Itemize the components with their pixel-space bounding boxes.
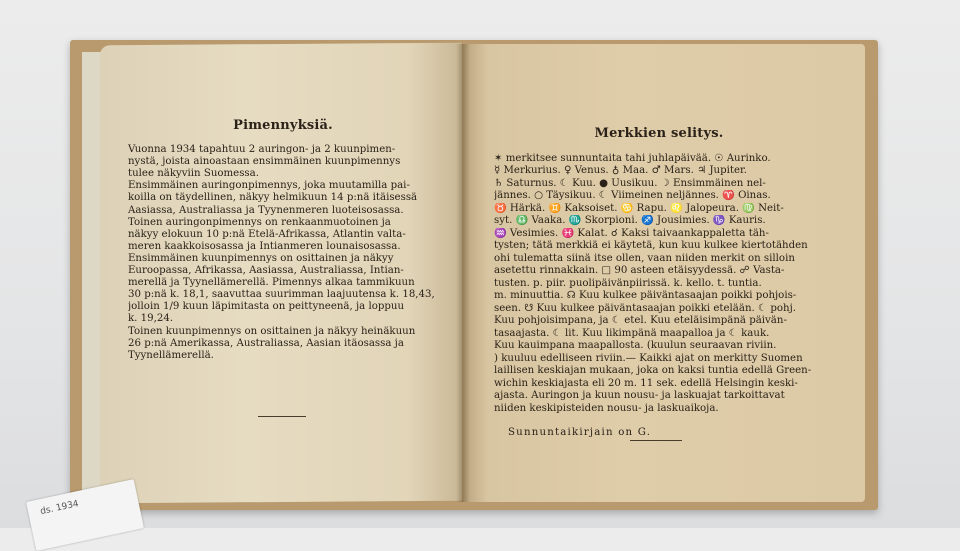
left-page-title: Pimennyksiä. <box>233 118 333 133</box>
sticky-note <box>26 479 144 551</box>
sunday-letter-note: Sunnuntaikirjain on G. <box>508 427 652 438</box>
text-line: Toinen kuunpimennys on osittainen ja näkyy heinäkuun <box>128 325 416 337</box>
text-line: jännes. ○ Täysikuu. ☾ Viimeinen neljännes. ♈ Oinas. <box>494 190 771 201</box>
text-line: 26 p:nä Amerikassa, Australiassa, Aasian itäosassa ja <box>128 337 404 349</box>
right-page-end-rule <box>630 440 682 441</box>
right-page-body <box>494 153 824 416</box>
text-line: Kuu kauimpana maapallosta. (kuulun seuraavan riviin. <box>494 340 777 351</box>
text-line: ajasta. Auringon ja kuun nousu- ja laskuajat tarkoittavat <box>494 390 785 401</box>
text-line: meren kaakkoisosassa ja Intianmeren lounaisosassa. <box>128 240 401 252</box>
text-line: 30 p:nä k. 18,1, saavuttaa suurimman laajuutensa k. 18,43, <box>128 289 435 301</box>
left-page-text <box>128 120 448 362</box>
text-line: ♄ Saturnus. ☾ Kuu. ● Uusikuu. ☽ Ensimmäinen nel- <box>494 177 766 189</box>
text-line: ☿ Merkurius. ♀ Venus. ♁ Maa. ♂ Mars. ♃ Jupiter. <box>494 165 748 176</box>
text-line: Euroopassa, Afrikassa, Aasiassa, Australiassa, Intian- <box>128 265 404 277</box>
text-line: laillisen keskiajan mukaan, joka on kaksi tuntia edellä Green- <box>494 365 812 376</box>
text-line: ✶ merkitsee sunnuntaita tahi juhlapäivää. ☉ Aurinko. <box>494 152 771 164</box>
text-line: ) kuuluu edelliseen riviin.— Kaikki ajat on merkitty Suomen <box>494 352 803 364</box>
text-line: ♒ Vesimies. ♓ Kalat. ☌ Kaksi taivaankappaletta täh- <box>494 227 769 239</box>
text-line: Toinen auringonpimennys on renkaanmuotoinen ja <box>128 216 391 228</box>
text-line: koilla on täydellinen, näkyy helmikuun 14 p:nä itäisessä <box>128 192 418 204</box>
text-line: ohi tulematta siinä itse ollen, vaan niiden merkit on silloin <box>494 252 795 264</box>
text-line: syt. ♎ Vaaka. ♏ Skorpioni. ♐ Jousimies. ♑ Kauris. <box>494 215 766 226</box>
text-line: jolloin 1/9 kuun läpimitasta on peittyneenä, ja loppuu <box>128 301 405 313</box>
text-line: Ensimmäinen kuunpimennys on osittainen ja näkyy <box>128 252 394 264</box>
right-page-title: Merkkien selitys. <box>594 126 724 141</box>
text-line: Aasiassa, Australiassa ja Tyynenmeren luoteisosassa. <box>128 204 404 216</box>
text-line: Ensimmäinen auringonpimennys, joka muutamilla pai- <box>128 180 410 192</box>
text-line: tusten. p. piir. puolipäivänpiirissä. k. kello. t. tuntia. <box>494 277 762 289</box>
text-line: näkyy elokuun 10 p:nä Etelä-Afrikassa, Atlantin valta- <box>128 228 406 240</box>
right-page-text <box>494 128 824 440</box>
left-page-end-rule <box>258 416 306 417</box>
text-line: tasaajasta. ☾ lit. Kuu likimpänä maapalloa ja ☾ kauk. <box>494 327 770 339</box>
book-gutter <box>456 44 470 502</box>
text-line: seen. ☋ Kuu kulkee päiväntasaajan poikki etelään. ☾ pohj. <box>494 302 796 314</box>
text-line: asetettu rinnakkain. □ 90 asteen etäisyydessä. ☍ Vasta- <box>494 265 785 276</box>
text-line: m. minuuttia. ☊ Kuu kulkee päiväntasaajan poikki pohjois- <box>494 290 797 301</box>
text-line: Vuonna 1934 tapahtuu 2 auringon- ja 2 kuunpimen- <box>128 144 396 156</box>
text-line: niiden keskipisteiden nousu- ja laskuaikoja. <box>494 402 719 414</box>
text-line: ♉ Härkä. ♊ Kaksoiset. ♋ Rapu. ♌ Jalopeura. ♍ Neit- <box>494 202 784 214</box>
text-line: wichin keskiajasta eli 20 m. 11 sek. edellä Helsingin keski- <box>494 377 798 389</box>
text-line: tulee näkyviin Suomessa. <box>128 168 259 180</box>
left-page-body <box>128 144 448 362</box>
text-line: Kuu pohjoisimpana, ja ☾ etel. Kuu eteläisimpänä päivän- <box>494 315 787 326</box>
text-line: k. 19,24. <box>128 313 174 325</box>
text-line: tysten; tätä merkkiä ei käytetä, kun kuu kulkee kiertotähden <box>494 240 808 251</box>
text-line: Tyynellämerellä. <box>128 349 214 361</box>
sticky-note-text: ds. 1934 <box>39 499 80 518</box>
text-line: nystä, joista ainoastaan ensimmäinen kuunpimennys <box>128 156 401 168</box>
text-line: merellä ja Tyynellämerellä. Pimennys alkaa tammikuun <box>128 277 415 289</box>
